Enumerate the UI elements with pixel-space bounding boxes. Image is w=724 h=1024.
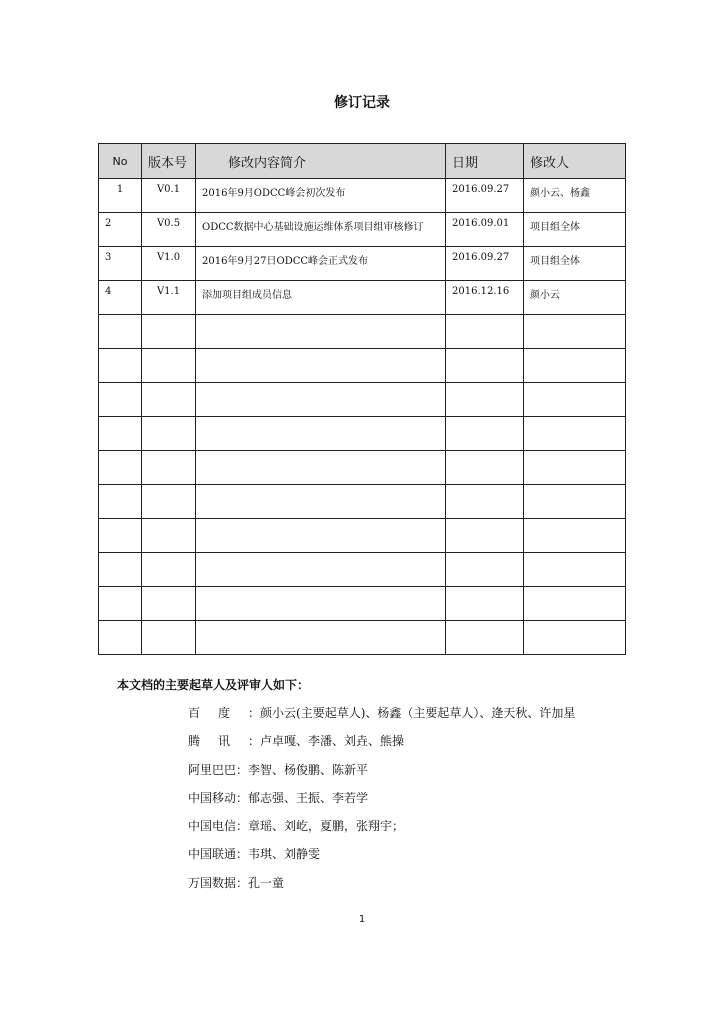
- cell-no: 4: [99, 281, 142, 315]
- empty-row: [99, 451, 626, 485]
- empty-row: [99, 519, 626, 553]
- list-item: 中国电信：章瑶、刘屹，夏鹏，张翔宇；: [188, 819, 405, 834]
- org-people: 卢卓嘎、李潘、刘垚、熊操: [260, 734, 405, 749]
- list-item: 腾讯：卢卓嘎、李潘、刘垚、熊操: [188, 734, 405, 749]
- empty-row: [99, 417, 626, 451]
- header-no: No: [99, 144, 142, 179]
- empty-row: [99, 553, 626, 587]
- cell-description: 添加项目组成员信息: [196, 281, 446, 315]
- header-version: 版本号: [142, 144, 196, 179]
- cell-version: V1.1: [142, 281, 196, 315]
- org-name: 万国数据: [188, 875, 237, 890]
- org-name: 中国联通: [188, 847, 237, 862]
- header-editor: 修改人: [524, 144, 626, 179]
- org-name: 中国电信: [188, 819, 237, 834]
- page-number: 1: [358, 914, 366, 925]
- org-people: 颜小云(主要起草人)、杨鑫（主要起草人）、逄天秋、许加星: [260, 706, 576, 720]
- org-people: 郁志强、王振、李若学: [248, 790, 369, 805]
- cell-no: 1: [99, 179, 142, 213]
- drafters-heading: 本文档的主要起草人及评审人如下：: [117, 678, 310, 692]
- cell-version: V0.5: [142, 213, 196, 247]
- org-people: 韦琪、刘静雯: [248, 847, 321, 862]
- cell-date: 2016.09.27: [446, 179, 524, 213]
- list-item: 万国数据：孔一童: [188, 875, 285, 890]
- header-date: 日期: [446, 144, 524, 179]
- org-name: 中国移动: [188, 790, 237, 805]
- cell-editor: 颜小云、杨鑫: [524, 179, 626, 213]
- revision-table: [98, 143, 626, 655]
- table-header-row: [99, 144, 626, 179]
- empty-row: [99, 315, 626, 349]
- org-people: 章瑶、刘屹，夏鹏，张翔宇；: [248, 819, 405, 834]
- list-item: 阿里巴巴：李智、杨俊鹏、陈新平: [188, 762, 369, 777]
- header-description: 修改内容简介: [196, 144, 446, 179]
- table-row: [99, 213, 626, 247]
- cell-date: 2016.09.01: [446, 213, 524, 247]
- table-row: [99, 281, 626, 315]
- cell-no: 3: [99, 247, 142, 281]
- cell-version: V1.0: [142, 247, 196, 281]
- cell-date: 2016.09.27: [446, 247, 524, 281]
- table-row: [99, 179, 626, 213]
- org-people: 李智、杨俊鹏、陈新平: [248, 762, 369, 777]
- cell-editor: 项目组全体: [524, 213, 626, 247]
- empty-row: [99, 587, 626, 621]
- cell-description: 2016年9月27日ODCC峰会正式发布: [196, 247, 446, 281]
- page-title: 修订记录: [334, 95, 390, 111]
- empty-row: [99, 485, 626, 519]
- org-name: 腾讯: [188, 734, 249, 749]
- list-item: 中国联通：韦琪、刘静雯: [188, 847, 321, 862]
- cell-version: V0.1: [142, 179, 196, 213]
- cell-no: 2: [99, 213, 142, 247]
- empty-row: [99, 621, 626, 655]
- org-people: 孔一童: [248, 875, 285, 890]
- list-item: 中国移动：郁志强、王振、李若学: [188, 790, 369, 805]
- cell-editor: 项目组全体: [524, 247, 626, 281]
- empty-row: [99, 349, 626, 383]
- org-name: 阿里巴巴: [188, 762, 237, 777]
- cell-date: 2016.12.16: [446, 281, 524, 315]
- cell-description: 2016年9月ODCC峰会初次发布: [196, 179, 446, 213]
- empty-row: [99, 383, 626, 417]
- cell-editor: 颜小云: [524, 281, 626, 315]
- drafters-list: [188, 705, 575, 903]
- table-row: [99, 247, 626, 281]
- org-name: 百度: [188, 706, 249, 720]
- cell-description: ODCC数据中心基础设施运维体系项目组审核修订: [196, 213, 446, 247]
- list-item: 百度：颜小云(主要起草人)、杨鑫（主要起草人）、逄天秋、许加星: [188, 706, 576, 720]
